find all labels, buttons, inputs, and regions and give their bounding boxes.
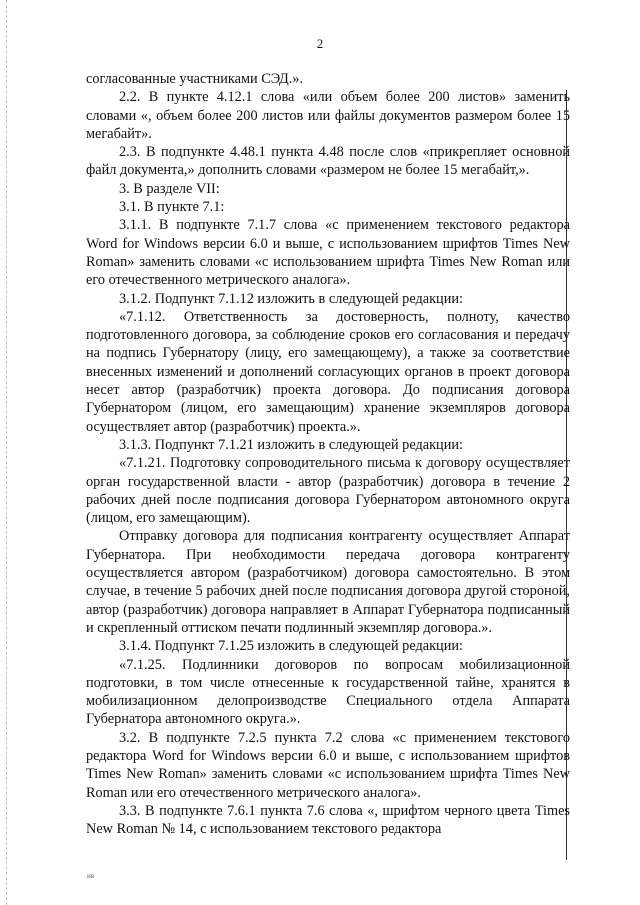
document-body <box>86 70 570 838</box>
paragraph: 2.2. В пункте 4.12.1 слова «или объем более 200 листов» заменить словами «, объем более 200 листов или файлы документов размером более 15 мегабайт». <box>86 89 570 142</box>
paragraph: «7.1.25. Подлинники договоров по вопросам мобилизационной подготовки, в том числе отнесенные к государственной тайне, хранятся в мобилизационном делопроизводстве Специального отдела Аппарата Губернатора автономного округа.». <box>86 656 570 728</box>
paragraph: 2.3. В подпункте 4.48.1 пункта 4.48 после слов «прикрепляет основной файл документа,» дополнить словами «размером не более 15 мегабайт,». <box>86 144 570 179</box>
paragraph: 3.1.4. Подпункт 7.1.25 изложить в следующей редакции: <box>119 638 463 655</box>
scan-edge-line <box>6 0 8 905</box>
page-number: 2 <box>316 36 324 51</box>
paragraph: 3.3. В подпункте 7.6.1 пункта 7.6 слова «, шрифтом черного цвета Times New Roman № 14, с использованием текстового редактора <box>86 802 570 838</box>
paragraph: 3.1. В пункте 7.1: <box>119 199 225 216</box>
paragraph: 3.1.1. В подпункте 7.1.7 слова «с применением текстового редактора Word for Windows версии 6.0 и выше, с использованием шрифтов Times New Roman» заменить словами «с использованием шрифта Times New Roman или его отечественного метрического аналога». <box>86 217 570 289</box>
paragraph: «7.1.21. Подготовку сопроводительного письма к договору осуществляет орган государственной власти - автор (разработчик) договора в течение 2 рабочих дней после подписания договора Губернатором автономного округа (лицом, его замещающим). <box>86 455 570 527</box>
paragraph: «7.1.12. Ответственность за достоверность, полноту, качество подготовленного договора, за соблюдение сроков его согласования и передачу на подпись Губернатору (лицу, его замещающему), а также за соответствие внесенных изменений и дополнений согласующих органов в проект договора несет автор (разработчик) проекта договора. До подписания договора Губернатором (лицом, его замещающим) хранение экземпляров договора осуществляет автор (разработчик) проекта.». <box>86 308 570 435</box>
paragraph: согласованные участниками СЭД.». <box>86 71 304 87</box>
paragraph: 3.1.3. Подпункт 7.1.21 изложить в следующей редакции: <box>119 436 463 453</box>
footer-mark: ив <box>87 872 95 880</box>
paragraph: 3. В разделе VII: <box>119 180 220 197</box>
paragraph: 3.1.2. Подпункт 7.1.12 изложить в следующей редакции: <box>119 290 463 307</box>
paragraph: 3.2. В подпункте 7.2.5 пункта 7.2 слова «с применением текстового редактора Word for Windows версии 6.0 и выше, с использованием шрифтов Times New Roman» заменить словами «с использованием шрифта Times New Roman или его отечественного метрического аналога». <box>86 729 570 801</box>
paragraph: Отправку договора для подписания контрагенту осуществляет Аппарат Губернатора. При необходимости передача договора контрагенту осуществляется автором (разработчиком) договора самостоятельно. В этом случае, в течение 5 рабочих дней после подписания договора другой стороной, автор (разработчик) договора направляет в Аппарат Губернатора подписанный и скрепленный оттиском печати подлинный экземпляр договора.». <box>86 528 570 636</box>
